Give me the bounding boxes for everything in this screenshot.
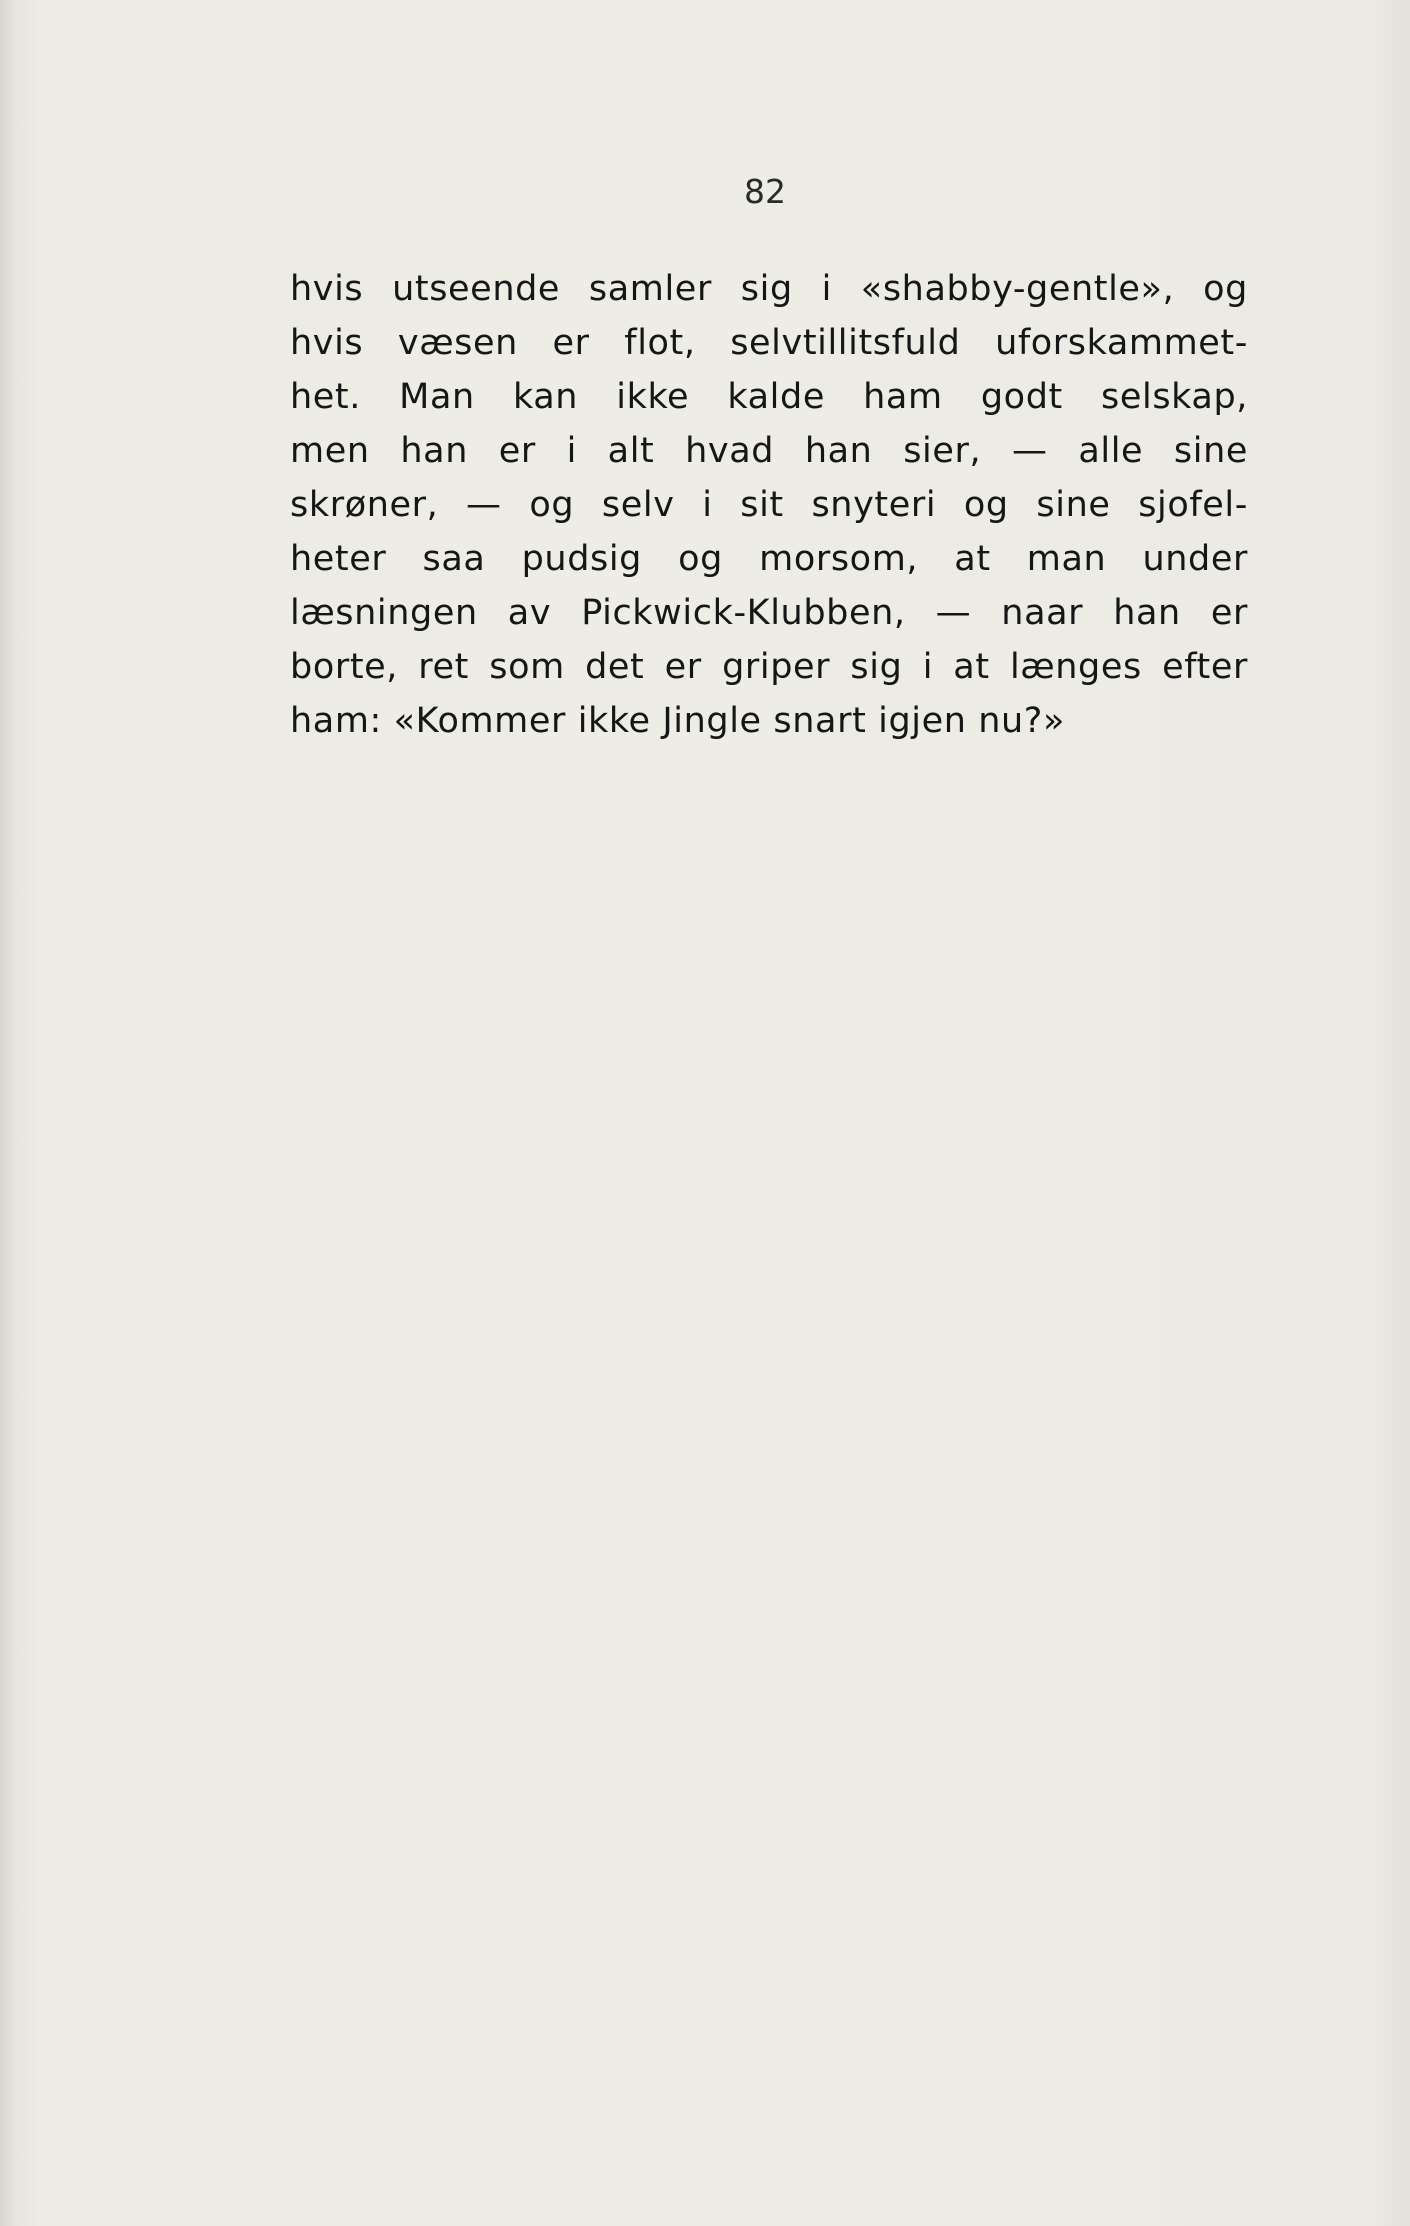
text-line: læsningen av Pickwick-Klubben, — naar han er: [290, 593, 1248, 633]
text-line: hvis utseende samler sig i «shabby-gentle», og: [290, 269, 1248, 309]
page-edge-shadow: [0, 0, 14, 2226]
text-line: skrøner, — og selv i sit snyteri og sine sjofel-: [290, 485, 1248, 525]
text-line: hvis væsen er flot, selvtillitsfuld uforskammet-: [290, 323, 1248, 363]
page-number: 82: [744, 172, 786, 211]
text-line: het. Man kan ikke kalde ham godt selskap,: [290, 377, 1248, 417]
text-line: heter saa pudsig og morsom, at man under: [290, 539, 1248, 579]
text-line: borte, ret som det er griper sig i at længes efter: [290, 647, 1248, 687]
text-line: men han er i alt hvad han sier, — alle sine: [290, 431, 1248, 471]
text-line: ham: «Kommer ikke Jingle snart igjen nu?»: [290, 701, 1065, 741]
body-text: [290, 262, 1248, 748]
